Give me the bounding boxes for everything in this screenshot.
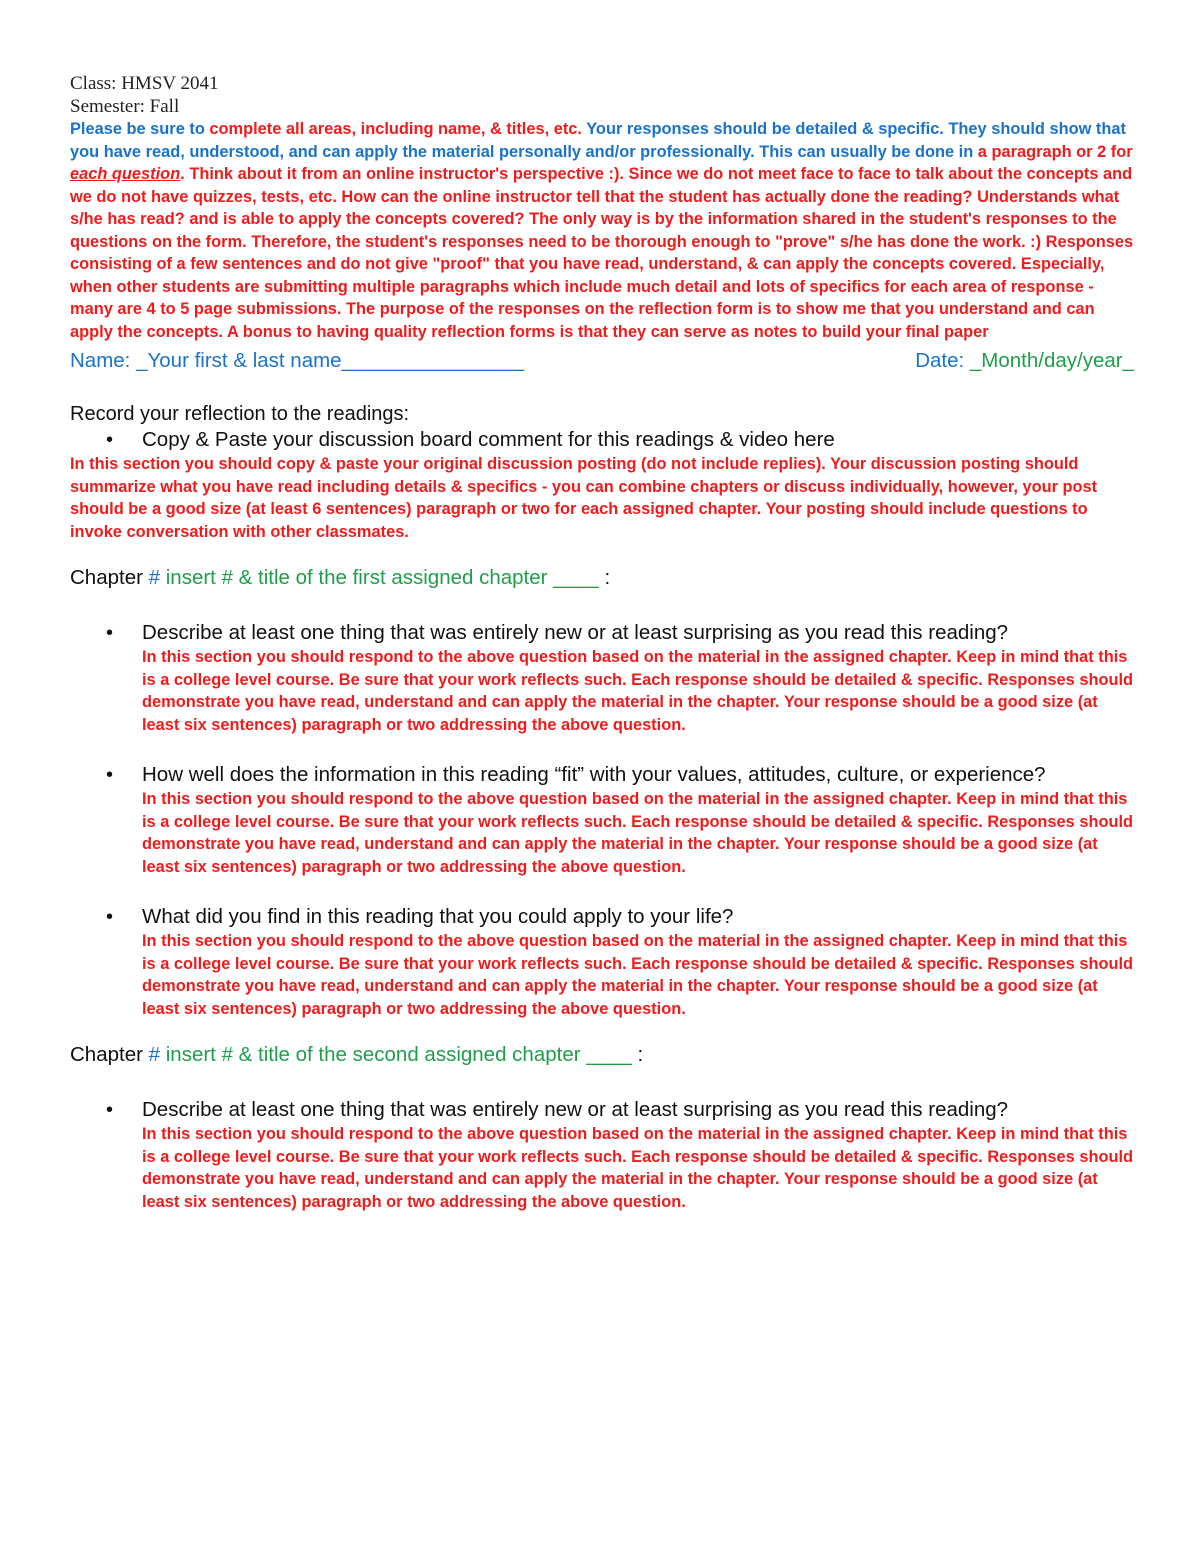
question-text: How well does the information in this reading “fit” with your values, attitudes, culture, or experience?: [142, 763, 1046, 786]
name-label: Name:: [70, 349, 131, 372]
reflection-heading: Record your reflection to the readings:: [70, 403, 410, 425]
chapter1-title: insert # & title of the first assigned chapter ____: [160, 566, 599, 589]
question-instruction: In this section you should respond to the above question based on the material in the assigned chapter. Keep in mind that this is a college level course. Be sure that your work reflects such. Each response should be detailed & specific. Responses should demonstrate you have read, understand and can apply the material in the chapter. Your response should be a good size (at least six sentences) paragraph or two addressing the above question.: [142, 648, 1134, 734]
bullet-icon: •: [106, 622, 114, 644]
reflection-instruction: In this section you should copy & paste your original discussion posting (do not include replies). Your discussion posting should summarize what you have read including details & specifics - you can combine chapters or discuss individually, however, your post should be a good size (at least 6 sentences) paragraph or two for each assigned chapter. Your posting should include questions to invoke conversation with other classmates.: [70, 455, 1098, 541]
bullet-icon: •: [106, 764, 114, 786]
question-text: What did you find in this reading that you could apply to your life?: [142, 905, 734, 928]
name-field[interactable]: [70, 348, 524, 374]
date-label: Date:: [915, 349, 965, 372]
name-date-row: [70, 348, 1134, 374]
intro-red-emphasis: each question: [70, 165, 181, 183]
date-value: _Month/day/year_: [964, 349, 1134, 372]
chapter1-question-2: [70, 762, 1134, 878]
chapter1-question-3: [70, 904, 1134, 1020]
intro-red-a: complete all areas, including name, & titles, etc.: [204, 120, 582, 138]
chapter2-hash: #: [148, 1043, 161, 1066]
class-line: Class: HMSV 2041: [70, 73, 219, 94]
question-text: Describe at least one thing that was entirely new or at least surprising as you read this reading?: [142, 1098, 1009, 1121]
bullet-icon: •: [106, 906, 114, 928]
question-instruction: In this section you should respond to the above question based on the material in the assigned chapter. Keep in mind that this is a college level course. Be sure that your work reflects such. Each response should be detailed & specific. Responses should demonstrate you have read, understand and can apply the material in the chapter. Your response should be a good size (at least six sentences) paragraph or two addressing the above question.: [142, 790, 1134, 876]
name-value: _Your first & last name________________: [130, 349, 524, 372]
chapter2-colon: :: [631, 1043, 644, 1066]
chapter1-heading[interactable]: [70, 565, 1134, 591]
question-instruction: In this section you should respond to the above question based on the material in the assigned chapter. Keep in mind that this is a college level course. Be sure that your work reflects such. Each response should be detailed & specific. Responses should demonstrate you have read, understand and can apply the material in the chapter. Your response should be a good size (at least six sentences) paragraph or two addressing the above question.: [142, 1125, 1134, 1211]
chapter1-question-1: [70, 620, 1134, 736]
intro-instructions: [70, 118, 1134, 343]
chapter1-colon: :: [598, 566, 611, 589]
chapter1-hash: #: [148, 566, 161, 589]
chapter2-heading[interactable]: [70, 1042, 1134, 1068]
question-text: Describe at least one thing that was entirely new or at least surprising as you read this reading?: [142, 621, 1009, 644]
chapter2-label: Chapter: [70, 1043, 149, 1066]
reflection-bullet-text: Copy & Paste your discussion board comment for this readings & video here: [142, 428, 835, 451]
intro-red-c: . Think about it from an online instructor's perspective :). Since we do not meet face to face to talk about the concepts and we do not have quizzes, tests, etc. How can the online instructor tell that the student has actually done the reading? Understands what s/he has read? and is able to apply the concepts covered? The only way is by the information shared in the student's responses to the questions on the form. Therefore, the student's responses need to be thorough enough to "prove" s/he has done the work. :) Responses consisting of a few sentences and do not give "proof" that you have read, understand, & can apply the concepts covered. Especially, when other students are submitting multiple paragraphs which include much detail and lots of specifics for each area of response - many are 4 to 5 page submissions. The purpose of the responses on the reflection form is to show me that you understand and can apply the concepts. A bonus to having quality reflection forms is that they can serve as notes to build your final paper: [70, 165, 1134, 341]
semester-line: Semester: Fall: [70, 96, 180, 117]
question-instruction: In this section you should respond to the above question based on the material in the assigned chapter. Keep in mind that this is a college level course. Be sure that your work reflects such. Each response should be detailed & specific. Responses should demonstrate you have read, understand and can apply the material in the chapter. Your response should be a good size (at least six sentences) paragraph or two addressing the above question.: [142, 932, 1134, 1018]
intro-blue-a: Please be sure to: [70, 120, 205, 138]
intro-red-b: a paragraph or 2 for: [973, 142, 1133, 161]
document-page: [70, 72, 1134, 1213]
chapter1-label: Chapter: [70, 566, 149, 589]
bullet-icon: •: [106, 429, 114, 451]
intro-blue-b: Your responses should be detailed & specific. They should show that you have read, understood, and can apply the material personally and/or professionally. This can usually be done in: [70, 120, 1126, 161]
bullet-icon: •: [106, 1099, 114, 1121]
date-field[interactable]: [915, 348, 1134, 374]
chapter2-title: insert # & title of the second assigned chapter ____: [160, 1043, 632, 1066]
reflection-bullet: [70, 427, 1134, 453]
chapter2-question-1: [70, 1097, 1134, 1213]
